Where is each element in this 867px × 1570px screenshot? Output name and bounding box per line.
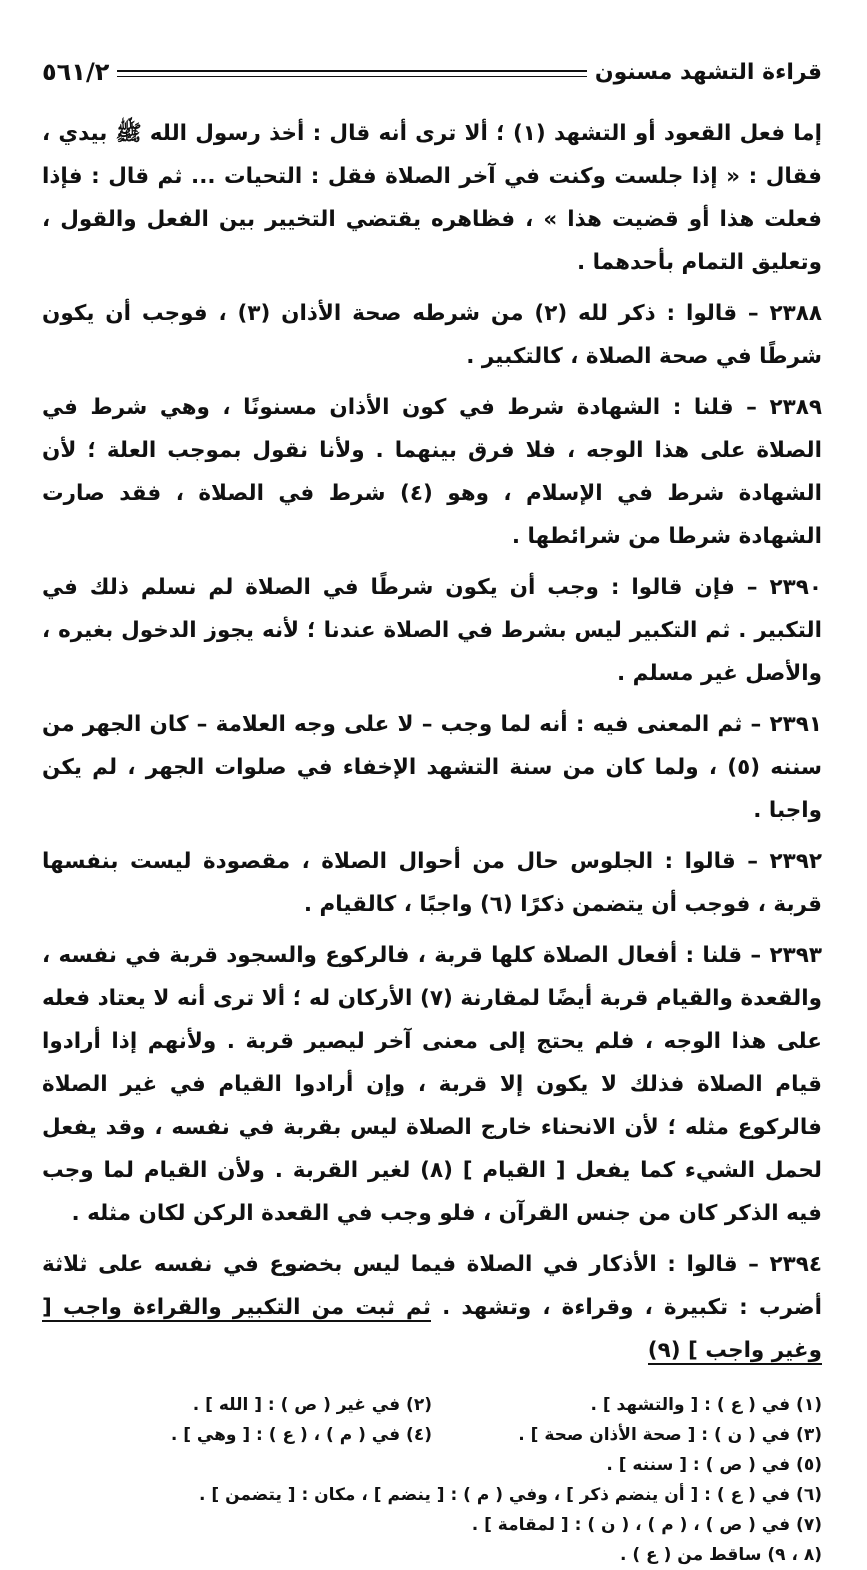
chapter-title: قراءة التشهد مسنون — [594, 59, 822, 85]
paragraph-text: – ثم المعنى فيه : أنه لما وجب – لا على وجه العلامة – كان الجهر من سننه (٥) ، ولما كان من سنة التشهد الإخفاء في صلوات الجهر ، لم يكن واجبا . — [42, 712, 823, 823]
footnote: (١) في ( ع ) : [ والتشهد ] . — [590, 1395, 822, 1415]
paragraph-text: – فإن قالوا : وجب أن يكون شرطًا في الصلاة لم نسلم ذلك في التكبير . ثم التكبير ليس بشرط في الصلاة عندنا ؛ لأنه يجوز الدخول بغيره ، والأصل غير مسلم . — [42, 575, 822, 686]
paragraph — [42, 112, 822, 284]
footnote: (٢) في غير ( ص ) : [ الله ] . — [192, 1395, 432, 1415]
footnote: (٦) في ( ع ) : [ أن ينضم ذكر ] ، وفي ( م ) : [ ينضم ] ، مكان : [ يتضمن ] . — [199, 1485, 822, 1505]
footnote: (٣) في ( ن ) : [ صحة الأذان صحة ] . — [518, 1425, 822, 1445]
paragraph-text: إما فعل القعود أو التشهد (١) ؛ ألا ترى أنه قال : أخذ رسول الله ﷺ بيدي ، فقال : « إذا جلست وكنت في آخر الصلاة فقل : التحيات ... ثم قال : فإذا فعلت هذا أو قضيت هذا » ، فظاهره يقتضي التخيير بين الفعل والقول ، وتعليق التمام بأحدهما . — [42, 121, 822, 275]
footnote-row — [42, 1420, 822, 1450]
paragraph-number: ٢٣٩١ — [769, 712, 822, 737]
paragraph — [42, 386, 822, 558]
paragraph-number: ٢٣٩٤ — [769, 1252, 822, 1277]
paragraph-number: ٢٣٩٣ — [769, 943, 822, 968]
paragraph-number: ٢٣٨٨ — [769, 301, 822, 326]
paragraph-number: ٢٣٩٢ — [769, 849, 822, 874]
footnote: (٧) في ( ص ) ، ( م ) ، ( ن ) : [ لمقامة ] . — [471, 1515, 822, 1535]
footnote: (٨ ، ٩) ساقط من ( ع ) . — [619, 1545, 822, 1565]
paragraph-number: ٢٣٨٩ — [769, 395, 822, 420]
paragraph-number: ٢٣٩٠ — [769, 575, 822, 600]
main-text — [42, 112, 822, 1372]
underlined-text: ثم ثبت من التكبير والقراءة واجب [ وغير واجب ] (٩) — [42, 1295, 822, 1363]
footnote-row — [42, 1390, 822, 1420]
header-rule — [117, 70, 586, 77]
paragraph-text: – قلنا : أفعال الصلاة كلها قربة ، فالركوع والسجود قربة في نفسه ، والقعدة والقيام قربة أيضًا لمقارنة (٧) الأركان له ؛ ألا ترى أنه لا يعتاد فعله على هذا الوجه ، فلم يحتج إلى معنى آخر ليصير قربة . ولأنهم إذا أرادوا قيام الصلاة فذلك لا يكون إلا قربة ، وإن أرادوا القيام في غير الصلاة فالركوع مثله ؛ لأن الانحناء خارج الصلاة ليس بقربة في نفسه ، وقد يفعل لحمل الشيء كما يفعل [ القيام ] (٨) لغير القربة . ولأن القيام لما وجب فيه الذكر كان من جنس القرآن ، فلو وجب في القعدة الركن لكان مثله . — [42, 943, 822, 1226]
paragraph-text: – قالوا : الأذكار في الصلاة فيما ليس بخضوع في نفسه على ثلاثة أضرب : تكبيرة ، وقراءة ، وتشهد . — [42, 1252, 822, 1320]
paragraph — [42, 840, 822, 926]
paragraph-text: – قلنا : الشهادة شرط في كون الأذان مسنونًا ، وهي شرط في الصلاة على هذا الوجه ، فلا فرق بينهما . ولأنا نقول بموجب العلة ؛ لأن الشهادة شرط في الإسلام ، وهو (٤) شرط في الصلاة ، فقد صارت الشهادة شرطا من شرائطها . — [42, 395, 822, 549]
footnote: (٥) في ( ص ) : [ سننه ] . — [606, 1455, 822, 1475]
paragraph — [42, 934, 822, 1235]
paragraph — [42, 566, 822, 695]
footnotes — [42, 1390, 822, 1570]
paragraph-text: – قالوا : ذكر لله (٢) من شرطه صحة الأذان (٣) ، فوجب أن يكون شرطًا في صحة الصلاة ، كالتكبير . — [42, 301, 822, 369]
paragraph — [42, 703, 822, 832]
running-header — [42, 52, 822, 92]
paragraph-text: – قالوا : الجلوس حال من أحوال الصلاة ، مقصودة ليست بنفسها قربة ، فوجب أن يتضمن ذكرًا (٦) واجبًا ، كالقيام . — [42, 849, 822, 917]
paragraph — [42, 1243, 822, 1372]
book-page — [42, 52, 822, 1570]
paragraph — [42, 292, 822, 378]
footnote: (٤) في ( م ) ، ( ع ) : [ وهي ] . — [170, 1425, 432, 1445]
page-number: ٥٦١/٢ — [42, 58, 110, 86]
